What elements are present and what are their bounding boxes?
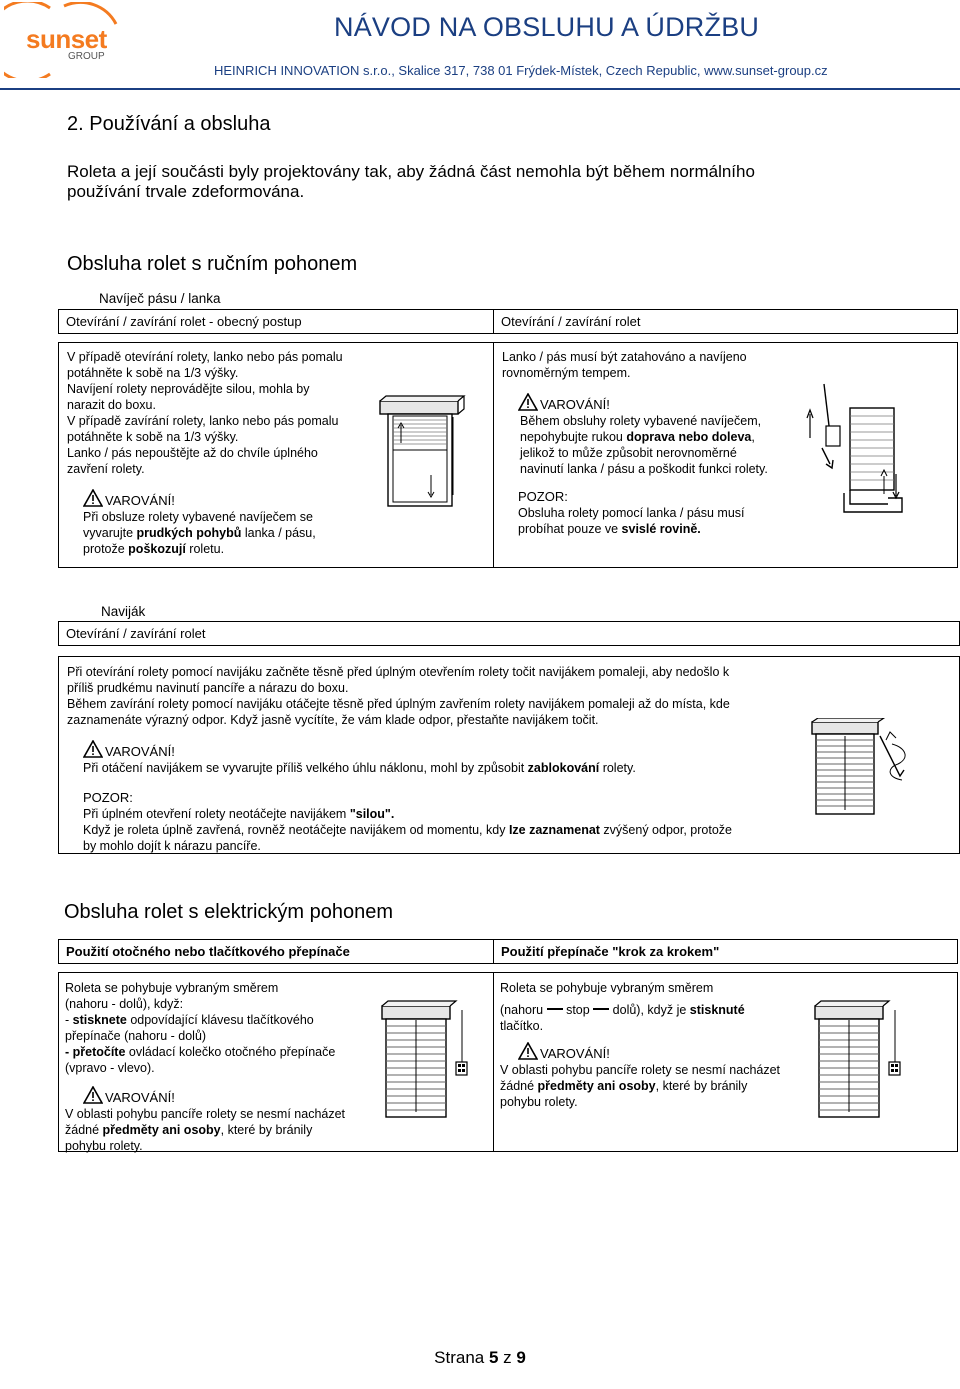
crank-label: Naviják: [101, 604, 146, 619]
electric-left-warning-title: VAROVÁNÍ!: [83, 1086, 350, 1106]
strap-left-header: Otevírání / zavírání rolet - obecný postup: [58, 309, 494, 334]
strap-hold-until-closed: Lanko / pás nepouštějte až do chvíle úplného zavření rolety.: [67, 446, 318, 476]
electric-right-warning-title: VAROVÁNÍ!: [518, 1042, 790, 1062]
crank-caution-1: Při úplném otevření rolety neotáčejte navijákem "silou".: [83, 807, 395, 821]
document-title: NÁVOD NA OBSLUHU A ÚDRŽBU: [334, 12, 760, 42]
strap-right-text: [502, 349, 792, 537]
crank-warning-title: VAROVÁNÍ!: [83, 740, 747, 760]
strap-roller-illustration: [376, 395, 466, 515]
section-heading: 2. Používání a obsluha: [67, 113, 271, 135]
electric-right-header: Použití přepínače "krok za krokem": [493, 939, 958, 964]
manual-drive-heading: Obsluha rolet s ručním pohonem: [67, 253, 358, 275]
crank-text: [67, 664, 747, 854]
electric-left-press: - stisknete odpovídající klávesu tlačítkového přepínače (nahoru - dolů): [65, 1013, 314, 1043]
strap-right-warning-title: VAROVÁNÍ!: [518, 393, 792, 413]
strap-caution-text: Obsluha rolety pomocí lanka / pásu musí probíhat pouze ve svislé rovině.: [518, 506, 745, 536]
electric-left-warning-text: V oblasti pohybu pancíře rolety se nesmí nacházet žádné předměty ani osoby, které by bránily pohybu rolety.: [65, 1107, 346, 1153]
step-switch-illustration: [811, 1000, 905, 1122]
strap-warning-text: Při obsluze rolety vybavené navíječem se vyvarujte prudkých pohybů lanka / pásu, protože poškozují roletu.: [83, 510, 316, 556]
strap-right-warning-text: Během obsluhy rolety vybavené navíječem, nepohybujte rukou doprava nebo doleva, jelikož to může způsobit nerovnoměrné navinutí lanka / pásu a poškodit funkci rolety.: [520, 414, 768, 476]
strap-winder-illustration: [804, 378, 910, 528]
electric-right-line3: tlačítko.: [500, 1019, 544, 1033]
warning-icon: [83, 1086, 103, 1104]
crank-warning-text: Při otáčení navijákem se vyvarujte příliš velkého úhlu náklonu, mohl by způsobit zablokování rolety.: [83, 761, 636, 775]
logo-subtext: GROUP: [68, 51, 105, 62]
crank-header: Otevírání / zavírání rolet: [58, 621, 960, 646]
strap-warning-title: VAROVÁNÍ!: [83, 489, 347, 509]
sunset-logo: [4, 2, 122, 78]
electric-right-warning-text: V oblasti pohybu pancíře rolety se nesmí nacházet žádné předměty ani osoby, které by bránily pohybu rolety.: [500, 1063, 781, 1109]
section-intro: Roleta a její součásti byly projektovány tak, aby žádná část nemohla být během normálního používání trvale zdeformována.: [67, 162, 755, 201]
crank-caution-title: POZOR:: [83, 790, 133, 805]
crank-caution-2: Když je roleta úplně zavřená, rovněž neotáčejte navijákem od momentu, kdy Ize zaznamenat zvýšený odpor, protože by mohlo dojít k nárazu pancíře.: [83, 823, 732, 853]
electric-left-line2: (nahoru - dolů), když:: [65, 997, 184, 1011]
electric-right-line1: Roleta se pohybuje vybraným směrem: [500, 981, 714, 995]
page-number: Strana 5 z 9: [434, 1348, 526, 1367]
strap-even-pace: Lanko / pás musí být zatahováno a navíjeno rovnoměrným tempem.: [502, 350, 747, 380]
electric-drive-heading: Obsluha rolet s elektrickým pohonem: [64, 901, 394, 923]
warning-icon: [83, 489, 103, 507]
strap-right-header: Otevírání / zavírání rolet: [493, 309, 958, 334]
header-rule: [0, 88, 960, 90]
strap-left-text: [67, 349, 347, 557]
electric-left-line1: Roleta se pohybuje vybraným směrem: [65, 981, 279, 995]
logo-text: sunset: [26, 24, 107, 54]
crank-close-instruction: Během zavírání rolety pomocí navijáku otáčejte těsně před úplným zavřením rolety navijákem pomaleji až do místa, kde zaznamenáte výrazný odpor. Když jasně vycítíte, že vám klade odpor, přestaňte navijákem točit.: [67, 697, 730, 727]
strap-close-instruction: V případě zavírání rolety, lanko nebo pás pomalu potáhněte k sobě na 1/3 výšky.: [67, 414, 339, 444]
crank-illustration: [806, 718, 916, 818]
electric-right-text: [500, 980, 790, 1110]
electric-switch-illustration: [378, 1000, 472, 1122]
electric-left-turn: - přetočíte ovládací kolečko otočného přepínače (vpravo - vlevo).: [65, 1045, 336, 1075]
warning-icon: [518, 1042, 538, 1060]
strap-no-force: Navíjení rolety neprovádějte silou, mohla by narazit do boxu.: [67, 382, 310, 412]
electric-right-line2: (nahoru stop dolů), když je stisknuté: [500, 1003, 745, 1017]
electric-left-text: [65, 980, 350, 1154]
strap-winder-label: Navíječ pásu / lanka: [99, 291, 221, 306]
electric-left-header: Použití otočného nebo tlačítkového přepínače: [58, 939, 494, 964]
strap-open-instruction: V případě otevírání rolety, lanko nebo pás pomalu potáhněte k sobě na 1/3 výšky.: [67, 350, 343, 380]
strap-caution-title: POZOR:: [518, 489, 568, 504]
warning-icon: [518, 393, 538, 411]
company-address: HEINRICH INNOVATION s.r.o., Skalice 317, 738 01 Frýdek-Místek, Czech Republic, www.sunset-group.cz: [214, 63, 828, 78]
crank-open-instruction: Při otevírání rolety pomocí navijáku začněte těsně před úplným otevřením rolety točit navijákem pomaleji, aby nedošlo k příliš prudkému navinutí pancíře a nárazu do boxu.: [67, 665, 730, 695]
warning-icon: [83, 740, 103, 758]
